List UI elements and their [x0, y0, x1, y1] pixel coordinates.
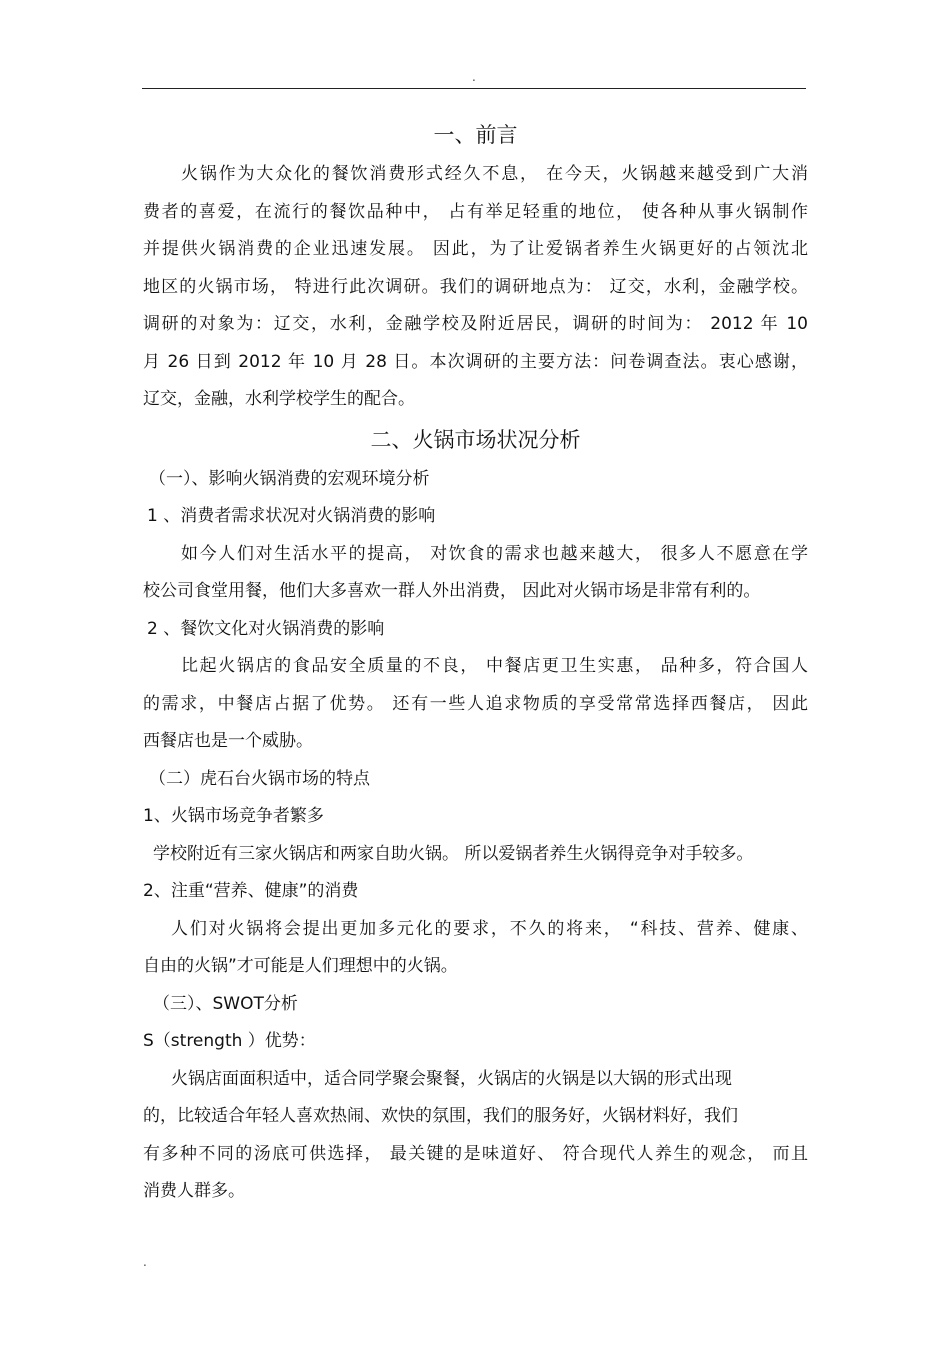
- section-1-heading: 一、前言: [433, 123, 518, 147]
- item-3-heading: 1、火锅市场竞争者繁多: [143, 806, 324, 826]
- subsection-3-heading: （三）、SWOT分析: [153, 993, 298, 1014]
- strength-line-3: 有多种不同的汤底可供选择， 最关键的是味道好、 符合现代人养生的观念， 而且: [143, 1143, 808, 1164]
- item-4-line-1: 人们对火锅将会提出更加多元化的要求，不久的将来， “科技、营养、健康、: [171, 918, 808, 939]
- subsection-2-heading: （二）虎石台火锅市场的特点: [149, 768, 370, 789]
- strength-line-4: 消费人群多。: [143, 1181, 245, 1201]
- s1-line-2: 费者的喜爱，在流行的餐饮品种中， 占有举足轻重的地位， 使各种从事火锅制作: [143, 201, 808, 222]
- header-mark: .: [472, 70, 476, 84]
- section-2-heading: 二、火锅市场状况分析: [370, 427, 581, 452]
- s1-line-5: 调研的对象为：辽交，水利，金融学校及附近居民，调研的时间为： 2012 年 10: [143, 314, 808, 334]
- item-1-heading: 1 、消费者需求状况对火锅消费的影响: [147, 506, 436, 526]
- strength-heading: S（strength ）优势：: [143, 1031, 316, 1051]
- s1-line-4: 地区的火锅市场， 特进行此次调研。我们的调研地点为： 辽交，水利，金融学校。: [143, 276, 808, 297]
- s1-line-3: 并提供火锅消费的企业迅速发展。 因此，为了让爱锅者养生火锅更好的占领沈北: [143, 239, 808, 259]
- item-3-line-1: 学校附近有三家火锅店和两家自助火锅。 所以爱锅者养生火锅得竞争对手较多。: [153, 843, 754, 864]
- s1-line-7: 辽交，金融，水利学校学生的配合。: [143, 389, 415, 409]
- item-2-line-1: 比起火锅店的食品安全质量的不良， 中餐店更卫生实惠， 品种多，符合国人: [181, 656, 808, 676]
- item-1-line-2: 校公司食堂用餐，他们大多喜欢一群人外出消费， 因此对火锅市场是非常有利的。: [143, 581, 761, 601]
- item-4-heading: 2、注重“营养、健康”的消费: [143, 881, 359, 901]
- item-2-line-3: 西餐店也是一个威胁。: [143, 731, 313, 751]
- footer-mark: .: [143, 1255, 147, 1269]
- s1-line-6: 月 26 日到 2012 年 10 月 28 日。本次调研的主要方法：问卷调查法。衷心感谢，: [143, 351, 808, 372]
- s1-line-1: 火锅作为大众化的餐饮消费形式经久不息， 在今天，火锅越来越受到广大消: [181, 164, 808, 184]
- document-body: [143, 114, 808, 1211]
- subsection-1-heading: （一）、影响火锅消费的宏观环境分析: [149, 468, 430, 489]
- strength-line-1: 火锅店面面积适中，适合同学聚会聚餐，火锅店的火锅是以大锅的形式出现: [171, 1068, 732, 1089]
- strength-line-2: 的，比较适合年轻人喜欢热闹、欢快的氛围，我们的服务好，火锅材料好，我们: [143, 1106, 738, 1126]
- item-2-heading: 2 、餐饮文化对火锅消费的影响: [147, 618, 385, 639]
- header-rule: [142, 88, 806, 89]
- item-2-line-2: 的需求，中餐店占据了优势。 还有一些人追求物质的享受常常选择西餐店， 因此: [143, 693, 808, 714]
- item-1-line-1: 如今人们对生活水平的提高， 对饮食的需求也越来越大， 很多人不愿意在学: [181, 543, 808, 564]
- item-4-line-2: 自由的火锅”才可能是人们理想中的火锅。: [143, 956, 458, 976]
